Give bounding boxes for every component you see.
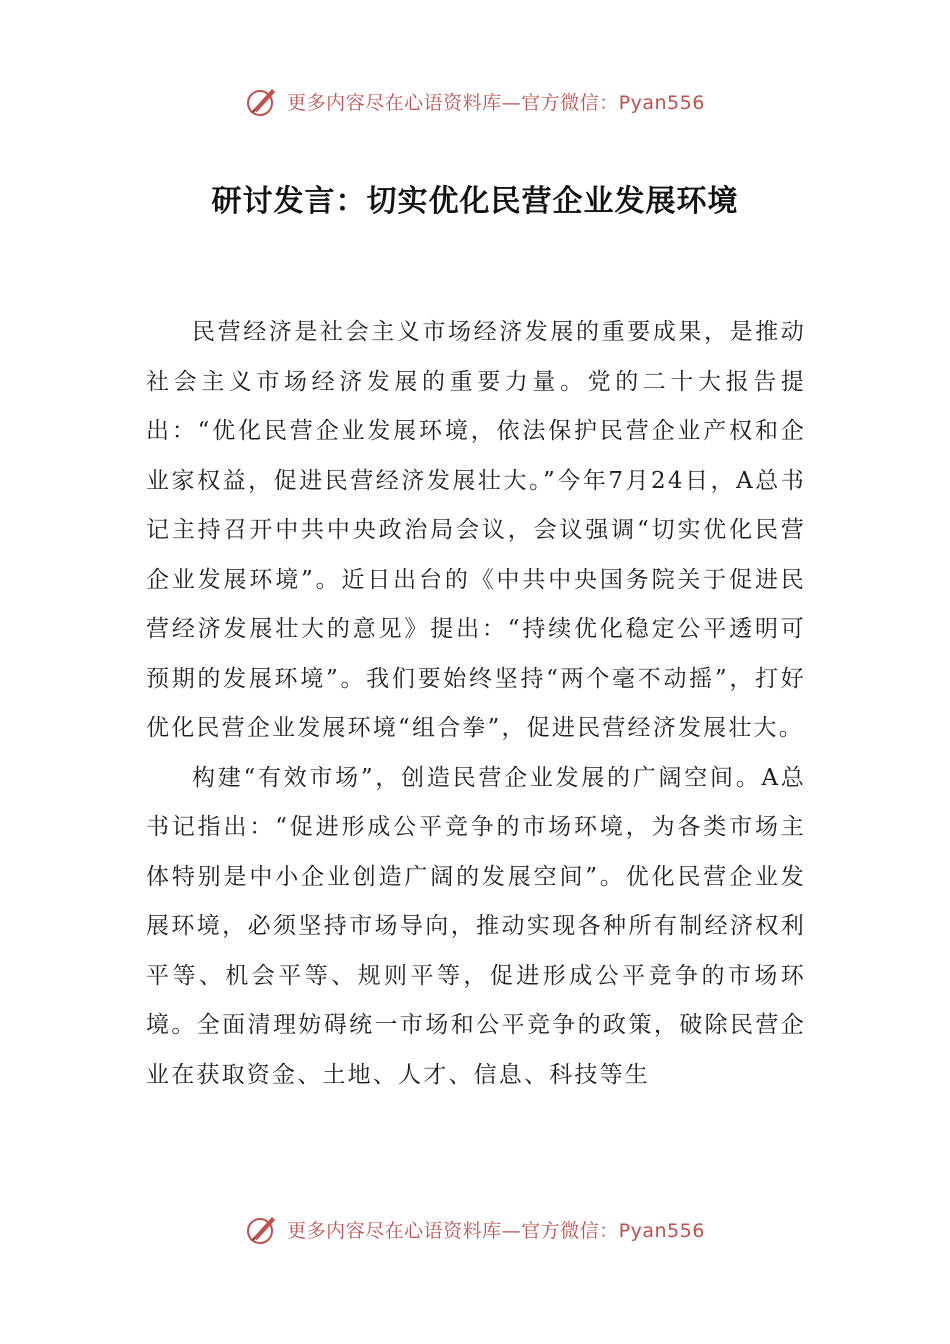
banner-wechat-id: Pyan556 <box>618 91 705 114</box>
banner-text-cn: 更多内容尽在心语资料库—官方微信： <box>287 1219 619 1242</box>
banner-text <box>287 1216 705 1243</box>
banner-text <box>287 88 705 115</box>
header-banner <box>0 84 950 118</box>
document-title: 研讨发言：切实优化民营企业发展环境 <box>211 184 739 219</box>
banner-wechat-id: Pyan556 <box>618 1219 705 1242</box>
paragraph-1: 民营经济是社会主义市场经济发展的重要成果，是推动社会主义市场经济发展的重要力量。党的二十大报告提出：“优化民营企业发展环境，依法保护民营企业产权和企业家权益，促进民营经济发展壮大。”今年7月24日，A总书记主持召开中共中央政治局会议，会议强调“切实优化民营企业发展环境”。近日出台的《中共中央国务院关于促进民营经济发展壮大的意见》提出：“持续优化稳定公平透明可预期的发展环境”。我们要始终坚持“两个毫不动摇”，打好优化民营企业发展环境“组合拳”，促进民营经济发展壮大。 <box>146 319 806 741</box>
document-body <box>146 308 806 1100</box>
footer-banner <box>0 1212 950 1246</box>
banner-text-cn: 更多内容尽在心语资料库—官方微信： <box>287 91 619 114</box>
paragraph-2: 构建“有效市场”，创造民营企业发展的广阔空间。A总书记指出：“促进形成公平竞争的市场环境，为各类市场主体特别是中小企业创造广阔的发展空间”。优化民营企业发展环境，必须坚持市场导向，推动实现各种所有制经济权利平等、机会平等、规则平等，促进形成公平竞争的市场环境。全面清理妨碍统一市场和公平竞争的政策，破除民营企业在获取资金、土地、人才、信息、科技等生 <box>146 764 806 1088</box>
quill-pen-logo-icon <box>245 84 279 118</box>
quill-pen-logo-icon <box>245 1212 279 1246</box>
